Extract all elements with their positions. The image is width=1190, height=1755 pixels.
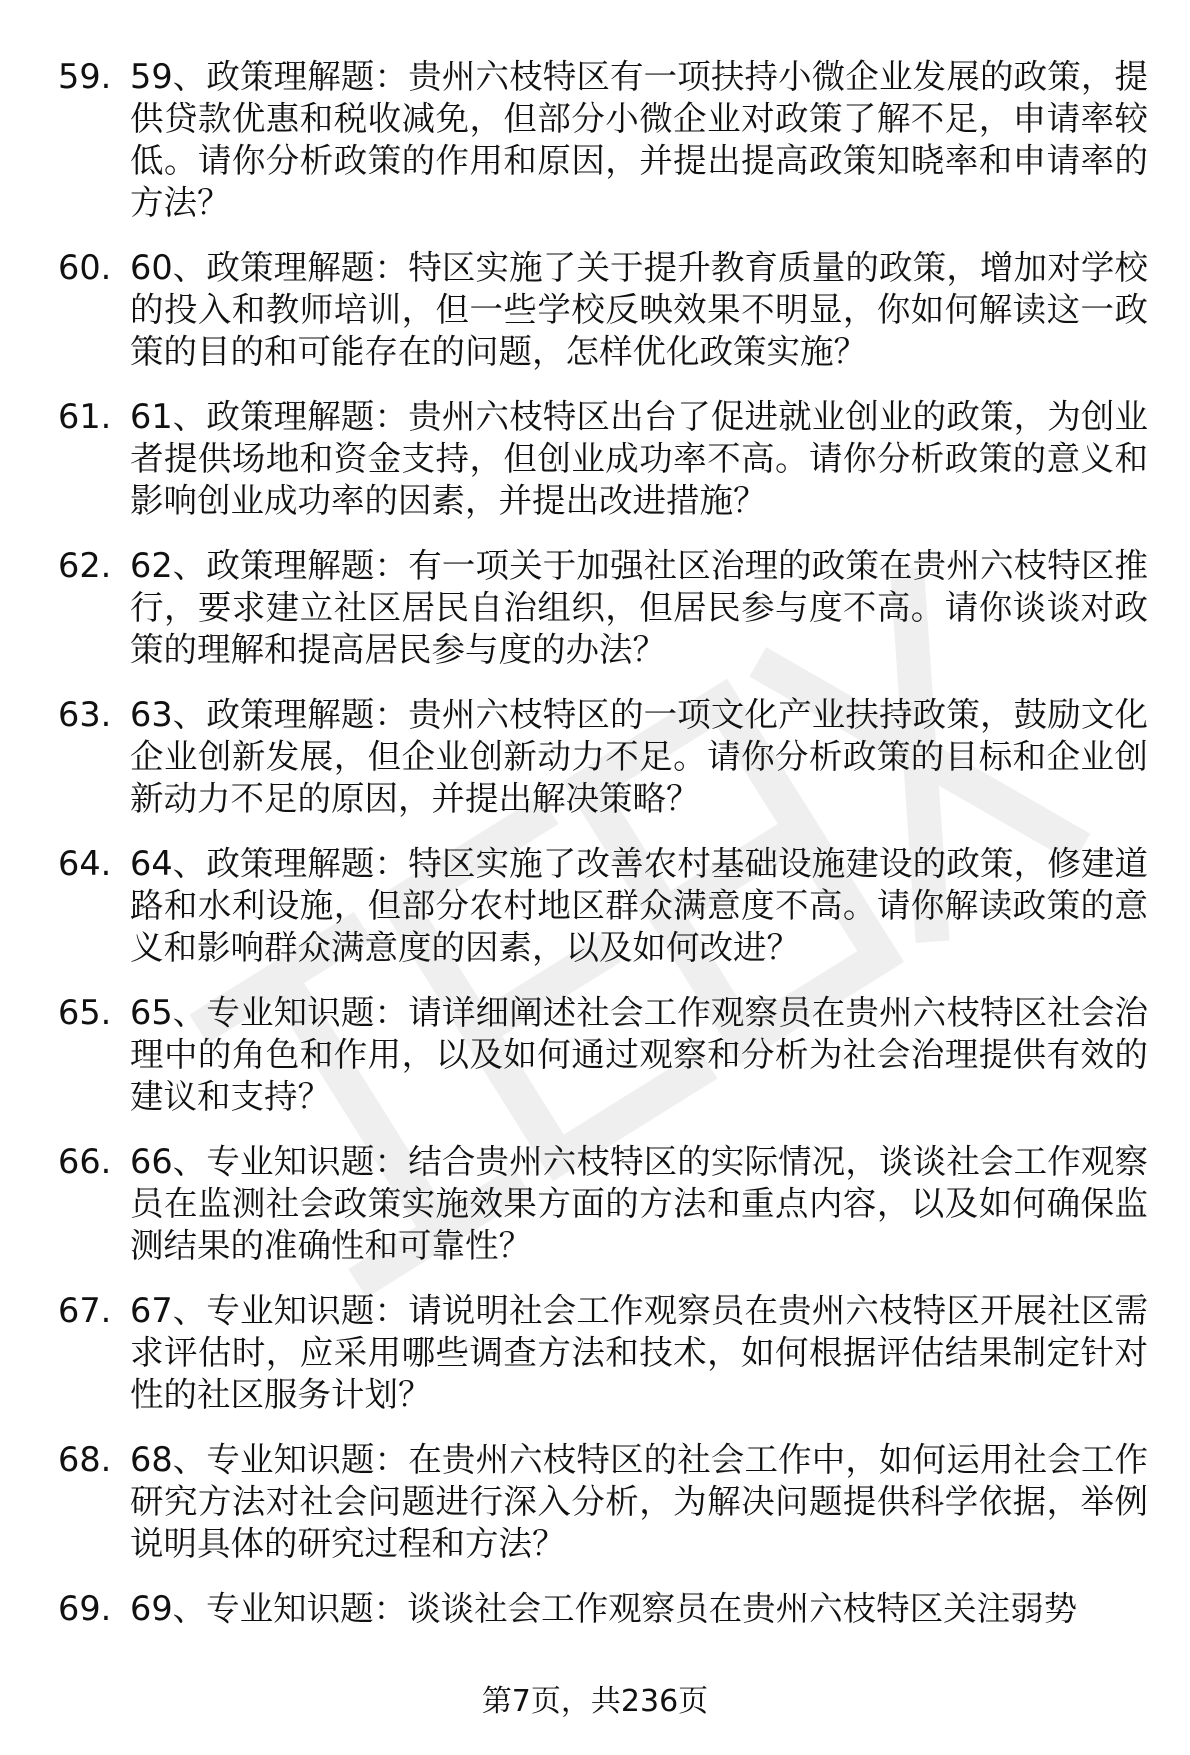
question-item: [58, 396, 1148, 522]
question-number: 66.: [58, 1142, 112, 1181]
question-text: 66、专业知识题：结合贵州六枝特区的实际情况，谈谈社会工作观察员在监测社会政策实施效果方面的方法和重点内容，以及如何确保监测结果的准确性和可靠性？: [130, 1142, 1148, 1265]
question-item: [58, 992, 1148, 1118]
question-number: 62.: [58, 546, 112, 585]
question-item: [58, 1290, 1148, 1416]
question-item: [58, 56, 1148, 224]
question-item: [58, 545, 1148, 671]
question-number: 69.: [58, 1589, 112, 1628]
question-item: [58, 843, 1148, 969]
question-number: 60.: [58, 248, 112, 287]
page-footer: [0, 1682, 1190, 1722]
question-item: [58, 1141, 1148, 1267]
question-list: [58, 56, 1148, 1653]
question-item: [58, 247, 1148, 373]
question-text: 60、政策理解题：特区实施了关于提升教育质量的政策，增加对学校的投入和教师培训，但一些学校反映效果不明显，你如何解读这一政策的目的和可能存在的问题，怎样优化政策实施？: [130, 248, 1148, 371]
question-text: 67、专业知识题：请说明社会工作观察员在贵州六枝特区开展社区需求评估时，应采用哪些调查方法和技术，如何根据评估结果制定针对性的社区服务计划？: [130, 1291, 1148, 1414]
question-text: 62、政策理解题：有一项关于加强社区治理的政策在贵州六枝特区推行，要求建立社区居民自治组织，但居民参与度不高。请你谈谈对政策的理解和提高居民参与度的办法？: [130, 546, 1148, 669]
question-number: 63.: [58, 695, 112, 734]
question-item: [58, 1439, 1148, 1565]
question-number: 65.: [58, 993, 112, 1032]
question-number: 67.: [58, 1291, 112, 1330]
question-item: [58, 694, 1148, 820]
question-item: [58, 1588, 1148, 1630]
question-text: 64、政策理解题：特区实施了改善农村基础设施建设的政策，修建道路和水利设施，但部分农村地区群众满意度不高。请你解读政策的意义和影响群众满意度的因素，以及如何改进？: [130, 844, 1148, 967]
question-number: 68.: [58, 1440, 112, 1479]
question-text: 65、专业知识题：请详细阐述社会工作观察员在贵州六枝特区社会治理中的角色和作用，以及如何通过观察和分析为社会治理提供有效的建议和支持？: [130, 993, 1148, 1116]
question-text: 61、政策理解题：贵州六枝特区出台了促进就业创业的政策，为创业者提供场地和资金支持，但创业成功率不高。请你分析政策的意义和影响创业成功率的因素，并提出改进措施？: [130, 397, 1148, 520]
question-number: 59.: [58, 57, 112, 96]
question-text: 59、政策理解题：贵州六枝特区有一项扶持小微企业发展的政策，提供贷款优惠和税收减免，但部分小微企业对政策了解不足，申请率较低。请你分析政策的作用和原因，并提出提高政策知晓率和申请率的方法？: [130, 57, 1148, 222]
question-text: 69、专业知识题：谈谈社会工作观察员在贵州六枝特区关注弱势: [130, 1589, 1078, 1628]
question-number: 61.: [58, 397, 112, 436]
page-number-label: 第7页，共236页: [481, 1684, 709, 1719]
question-text: 68、专业知识题：在贵州六枝特区的社会工作中，如何运用社会工作研究方法对社会问题进行深入分析，为解决问题提供科学依据，举例说明具体的研究过程和方法？: [130, 1440, 1148, 1563]
question-number: 64.: [58, 844, 112, 883]
question-text: 63、政策理解题：贵州六枝特区的一项文化产业扶持政策，鼓励文化企业创新发展，但企业创新动力不足。请你分析政策的目标和企业创新动力不足的原因，并提出解决策略？: [130, 695, 1148, 818]
